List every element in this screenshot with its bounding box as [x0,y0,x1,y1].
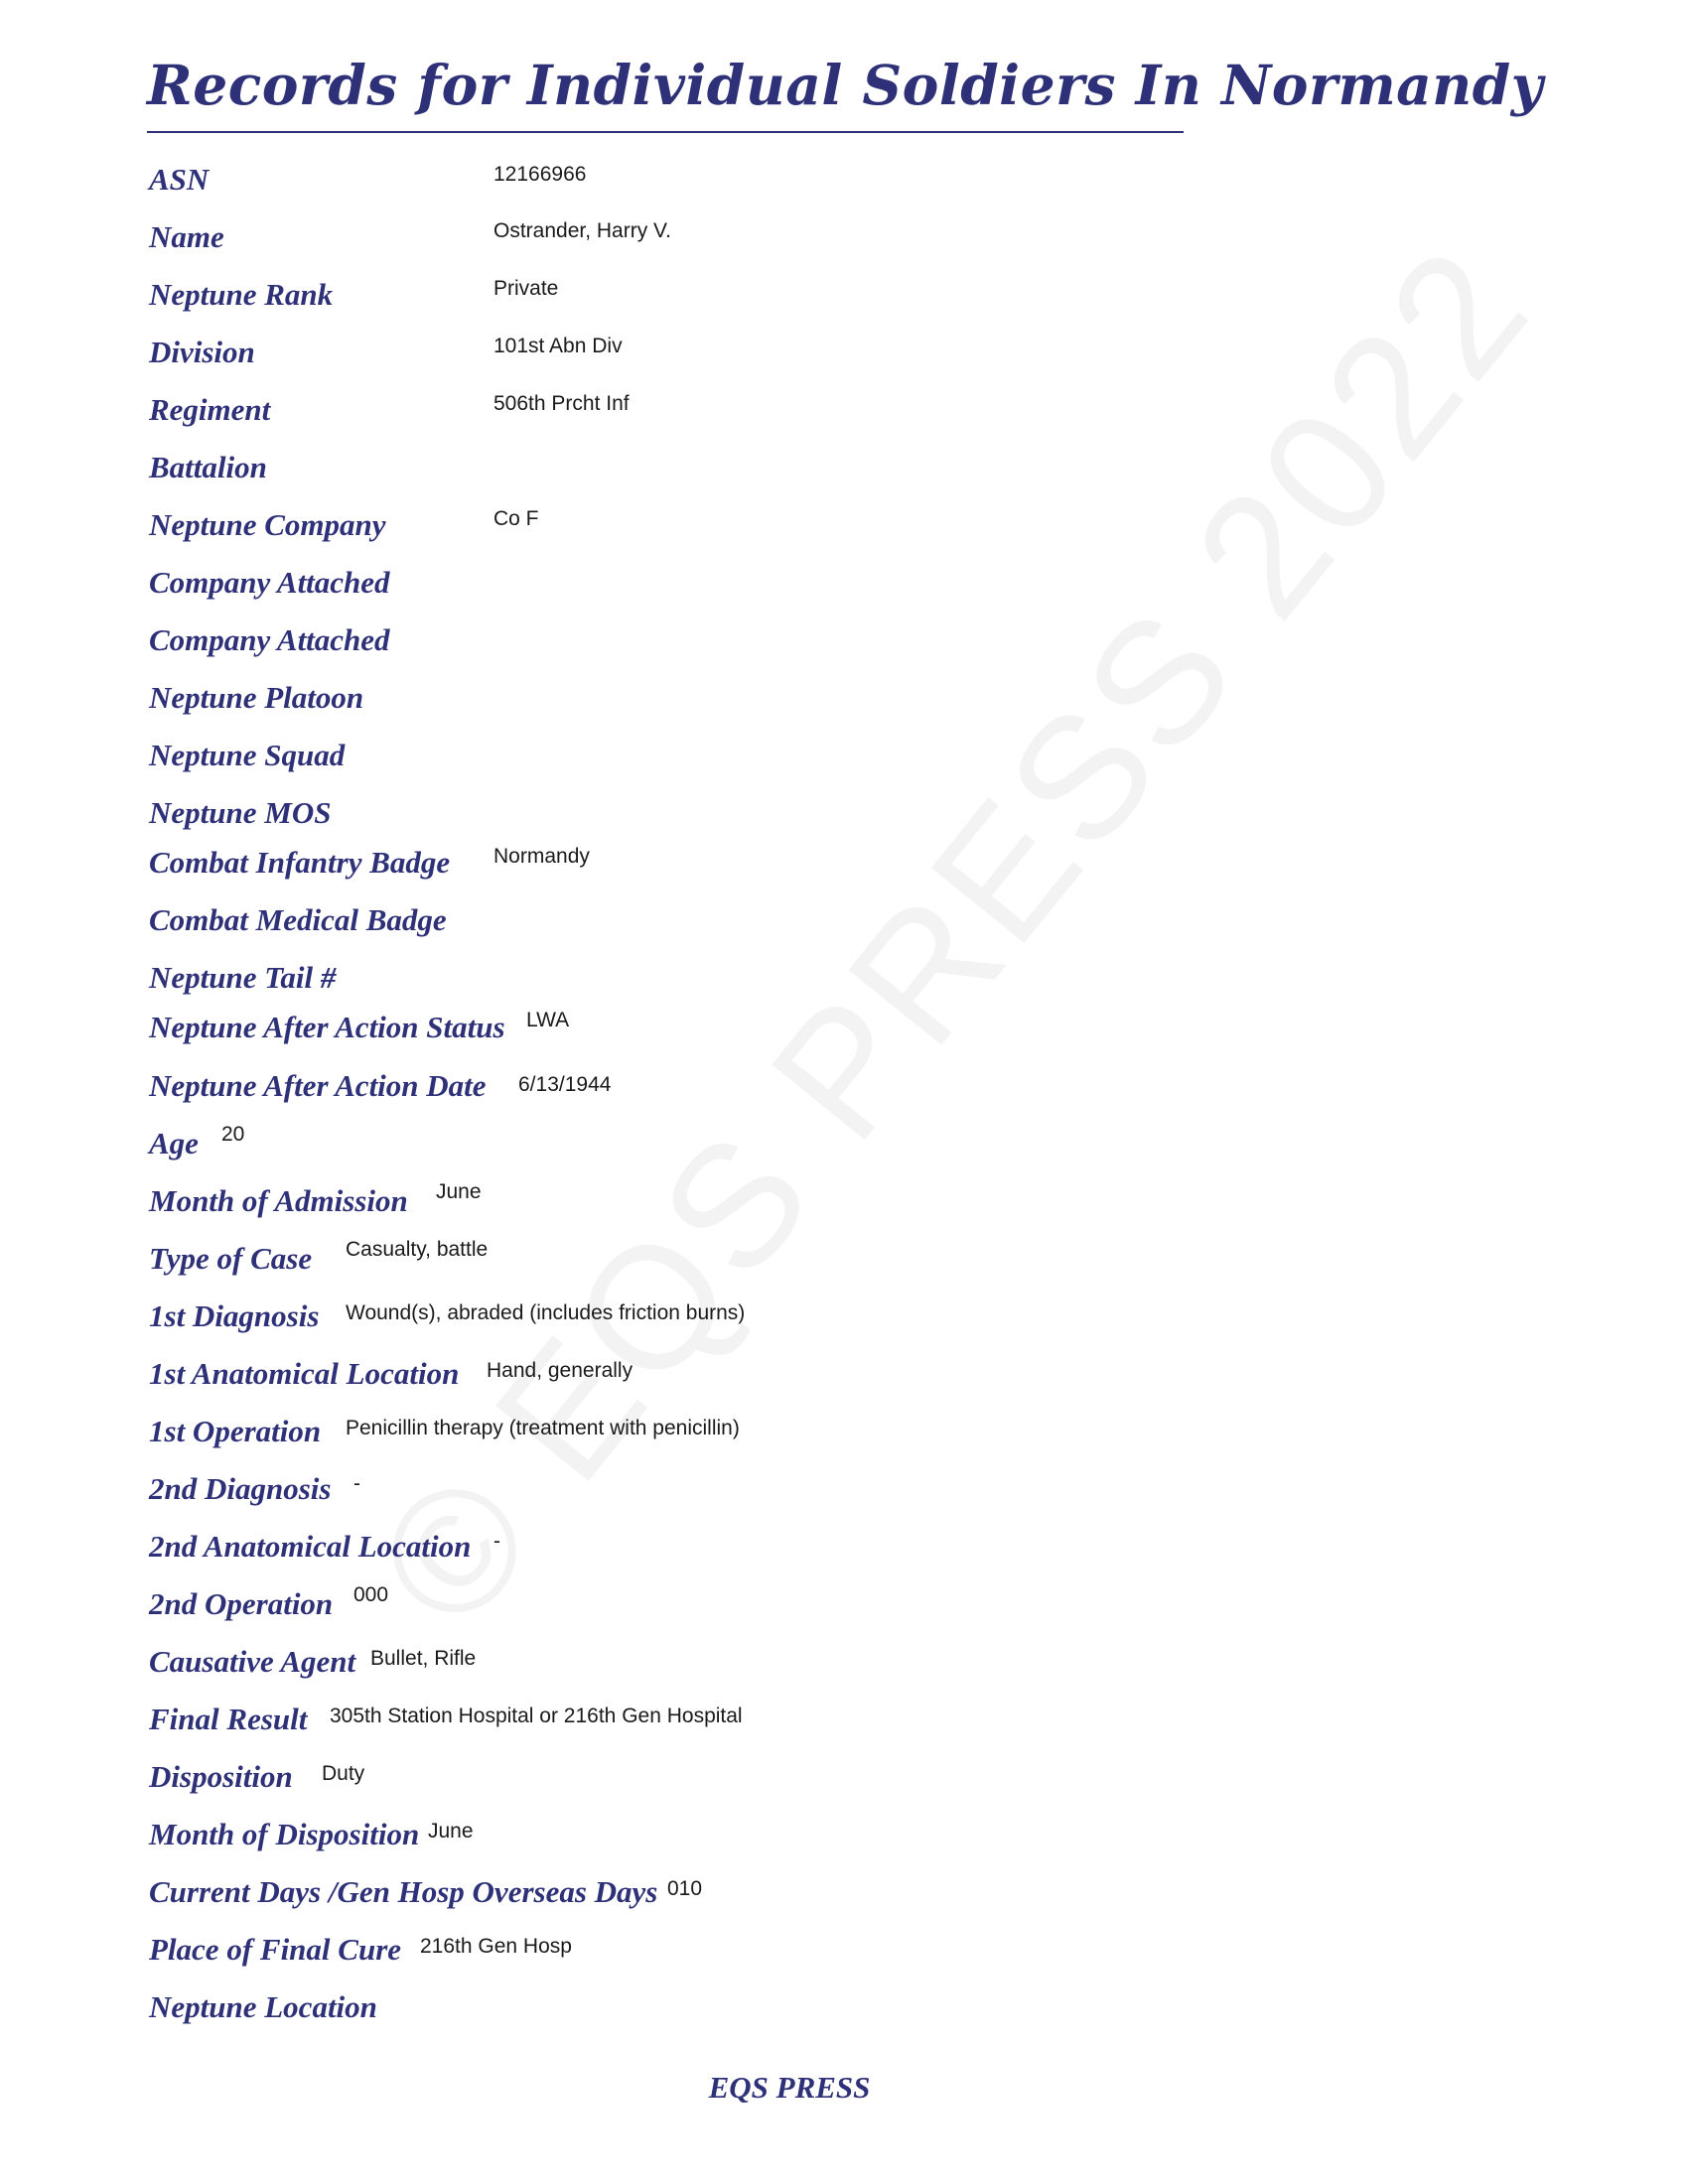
field-label-neptune-rank: Neptune Rank [149,277,334,312]
field-value-asn: 12166966 [493,163,587,186]
field-label-name: Name [149,219,224,254]
field-label-combat-infantry-badge: Combat Infantry Badge [149,845,451,880]
field-label-operation-1: 1st Operation [149,1414,322,1448]
field-label-place-of-final-cure: Place of Final Cure [149,1932,402,1967]
field-value-division: 101st Abn Div [493,335,623,357]
field-value-regiment: 506th Prcht Inf [493,392,630,415]
field-value-neptune-company: Co F [493,507,539,530]
field-label-neptune-squad: Neptune Squad [149,738,346,772]
field-value-name: Ostrander, Harry V. [493,219,671,242]
footer-publisher: EQS PRESS [708,2070,871,2105]
field-label-asn: ASN [149,162,210,197]
field-value-anatomical-location-2: - [493,1530,500,1553]
page-title: Records for Individual Soldiers In Normandy [147,53,1544,117]
field-label-age: Age [149,1126,199,1160]
field-value-type-of-case: Casualty, battle [346,1238,489,1261]
field-label-neptune-mos: Neptune MOS [149,795,332,830]
field-label-battalion: Battalion [149,450,267,484]
field-label-neptune-location: Neptune Location [149,1989,377,2024]
field-label-diagnosis-1: 1st Diagnosis [149,1298,320,1333]
field-label-month-of-admission: Month of Admission [149,1183,408,1218]
field-value-diagnosis-1: Wound(s), abraded (includes friction burns) [346,1301,746,1324]
field-label-neptune-tail: Neptune Tail # [149,960,337,995]
field-label-operation-2: 2nd Operation [149,1586,334,1621]
field-label-after-action-date: Neptune After Action Date [149,1068,487,1103]
field-label-regiment: Regiment [149,392,271,427]
field-value-operation-2: 000 [353,1583,389,1606]
field-value-anatomical-location-1: Hand, generally [487,1359,633,1382]
field-label-company-attached-2: Company Attached [149,622,390,657]
field-label-after-action-status: Neptune After Action Status [149,1010,505,1044]
field-label-division: Division [149,335,255,369]
field-label-combat-medical-badge: Combat Medical Badge [149,902,447,937]
field-label-neptune-platoon: Neptune Platoon [149,680,364,715]
field-label-current-days: Current Days /Gen Hosp Overseas Days [149,1874,658,1909]
field-label-company-attached-1: Company Attached [149,565,390,600]
field-label-causative-agent: Causative Agent [149,1644,356,1679]
field-value-month-of-admission: June [436,1180,482,1203]
field-value-combat-infantry-badge: Normandy [493,845,590,868]
field-value-age: 20 [221,1123,245,1146]
field-label-final-result: Final Result [149,1702,308,1736]
field-value-operation-1: Penicillin therapy (treatment with penicillin) [346,1417,740,1439]
field-value-after-action-status: LWA [526,1009,570,1031]
field-value-neptune-rank: Private [493,277,559,300]
field-value-disposition: Duty [322,1762,365,1785]
field-label-anatomical-location-1: 1st Anatomical Location [149,1356,460,1391]
field-label-diagnosis-2: 2nd Diagnosis [149,1471,332,1506]
field-value-after-action-date: 6/13/1944 [518,1073,612,1096]
field-value-month-of-disposition: June [428,1820,474,1843]
field-value-causative-agent: Bullet, Rifle [370,1647,477,1670]
field-label-neptune-company: Neptune Company [149,507,386,542]
field-value-place-of-final-cure: 216th Gen Hosp [420,1935,572,1958]
field-label-anatomical-location-2: 2nd Anatomical Location [149,1529,472,1564]
field-label-month-of-disposition: Month of Disposition [149,1817,420,1851]
field-value-current-days: 010 [667,1877,703,1900]
field-value-diagnosis-2: - [353,1472,360,1495]
field-label-type-of-case: Type of Case [149,1241,313,1276]
field-label-disposition: Disposition [149,1759,293,1794]
field-value-final-result: 305th Station Hospital or 216th Gen Hospital [330,1705,743,1727]
title-underline [147,131,1184,133]
